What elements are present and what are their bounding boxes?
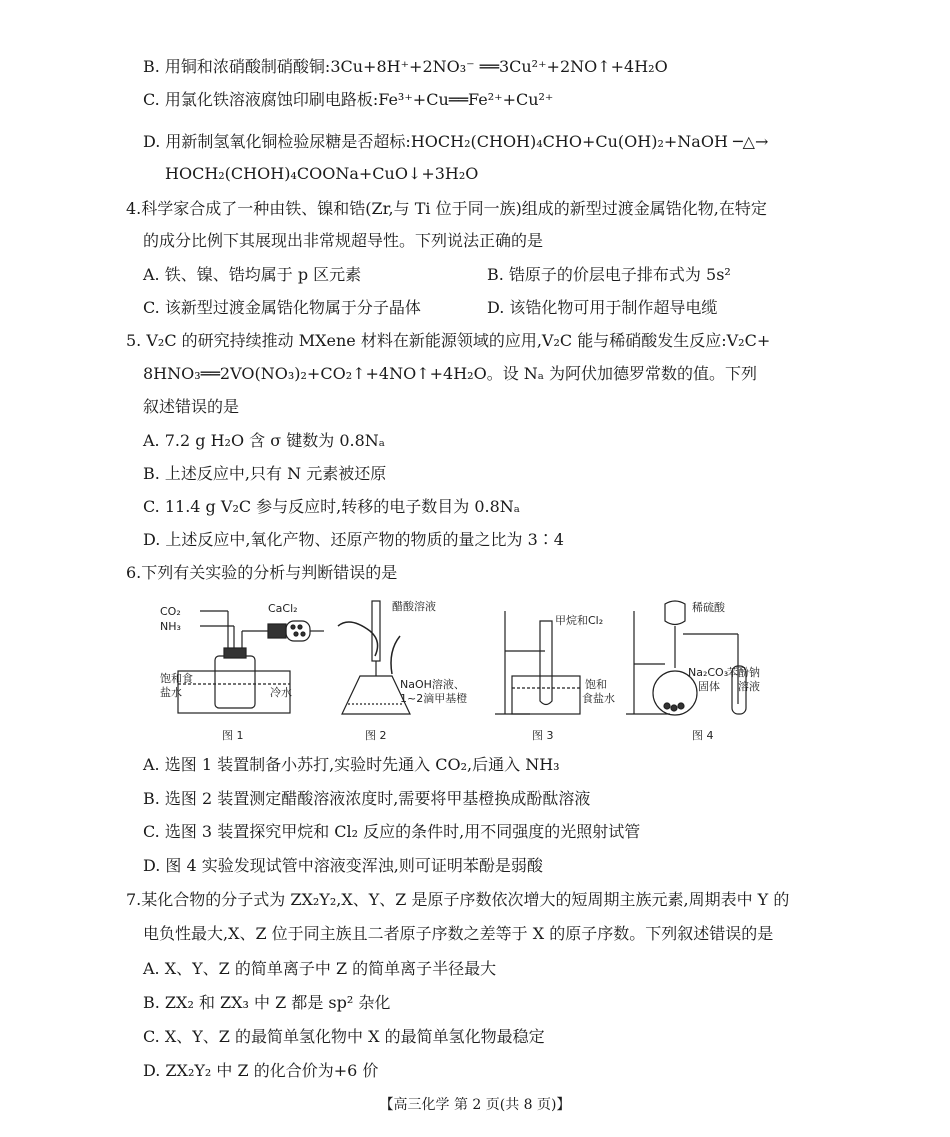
fig4-phenolate-label: 苯酚钠 <box>727 666 760 679</box>
q7-option-c: C. X、Y、Z 的最简单氢化物中 X 的最简单氢化物最稳定 <box>143 1027 545 1046</box>
q7-stem: 7.某化合物的分子式为 ZX₂Y₂,X、Y、Z 是原子序数依次增大的短周期主族元素,周期表中 Y 的 <box>126 890 790 909</box>
fig4-solid-label: 固体 <box>698 680 720 693</box>
q5-stem: 5. V₂C 的研究持续推动 MXene 材料在新能源领域的应用,V₂C 能与稀硝酸发生反应:V₂C+ <box>126 331 771 350</box>
fig1-cacl2-label: CaCl₂ <box>268 602 298 615</box>
fig3-gas-label: 甲烷和Cl₂ <box>555 614 604 627</box>
q3-option-b: B. 用铜和浓硝酸制硝酸铜:3Cu+8H⁺+2NO₃⁻ ══3Cu²⁺+2NO↑+4H₂O <box>143 57 668 76</box>
q4-option-d: D. 该锆化物可用于制作超导电缆 <box>487 298 718 317</box>
fig4-na2co3-label: Na₂CO₃ <box>688 666 729 679</box>
fig2-indicator-label: 1~2滴甲基橙 <box>400 692 468 705</box>
q7-option-b: B. ZX₂ 和 ZX₃ 中 Z 都是 sp² 杂化 <box>143 993 391 1012</box>
fig2-acid-label: 醋酸溶液 <box>392 600 436 613</box>
q7-option-d: D. ZX₂Y₂ 中 Z 的化合价为+6 价 <box>143 1061 379 1080</box>
q7-stem-cont: 电负性最大,X、Z 位于同主族且二者原子序数之差等于 X 的原子序数。下列叙述错误的是 <box>143 924 774 943</box>
fig1-co2-label: CO₂ <box>160 605 181 618</box>
fig1-caption: 图 1 <box>222 729 244 742</box>
fig2-caption: 图 2 <box>365 729 387 742</box>
q4-option-c: C. 该新型过渡金属锆化物属于分子晶体 <box>143 298 421 317</box>
page-footer: 【高三化学 第 2 页(共 8 页)】 <box>379 1097 571 1113</box>
fig3-caption: 图 3 <box>532 729 554 742</box>
fig1-nh3-label: NH₃ <box>160 620 181 633</box>
fig3-brine-label-2: 食盐水 <box>582 692 615 705</box>
fig3-brine-label: 饱和 <box>585 678 607 691</box>
q5-option-b: B. 上述反应中,只有 N 元素被还原 <box>143 464 387 483</box>
q3-option-c: C. 用氯化铁溶液腐蚀印刷电路板:Fe³⁺+Cu══Fe²⁺+Cu²⁺ <box>143 90 554 109</box>
q6-option-b: B. 选图 2 装置测定醋酸溶液浓度时,需要将甲基橙换成酚酞溶液 <box>143 789 591 808</box>
q4-stem-cont: 的成分比例下其展现出非常规超导性。下列说法正确的是 <box>143 231 544 250</box>
fig4-caption: 图 4 <box>692 729 714 742</box>
q5-option-a: A. 7.2 g H₂O 含 σ 键数为 0.8Nₐ <box>143 431 385 450</box>
q7-option-a: A. X、Y、Z 的简单离子中 Z 的简单离子半径最大 <box>143 959 497 978</box>
fig1-water-label: 冷水 <box>270 686 292 699</box>
q6-option-c: C. 选图 3 装置探究甲烷和 Cl₂ 反应的条件时,用不同强度的光照射试管 <box>143 822 641 841</box>
fig1-brine-label: 饱和食 <box>160 672 193 685</box>
q5-option-d: D. 上述反应中,氧化产物、还原产物的物质的量之比为 3∶4 <box>143 530 564 549</box>
q4-option-b: B. 锆原子的价层电子排布式为 5s² <box>487 265 731 284</box>
q3-option-d-cont: HOCH₂(CHOH)₄COONa+CuO↓+3H₂O <box>165 164 479 183</box>
q6-stem: 6.下列有关实验的分析与判断错误的是 <box>126 563 398 582</box>
figure-1-apparatus <box>178 611 324 713</box>
q5-stem-cont: 8HNO₃══2VO(NO₃)₂+CO₂↑+4NO↑+4H₂O。设 Nₐ 为阿伏加德罗常数的值。下列 <box>143 364 758 383</box>
q5-stem-cont2: 叙述错误的是 <box>143 397 240 416</box>
q5-option-c: C. 11.4 g V₂C 参与反应时,转移的电子数目为 0.8Nₐ <box>143 497 520 516</box>
fig4-phenolate-label-2: 溶液 <box>738 680 760 693</box>
experiment-figures <box>160 596 760 746</box>
fig4-acid-label: 稀硫酸 <box>692 601 725 614</box>
q6-option-a: A. 选图 1 装置制备小苏打,实验时先通入 CO₂,后通入 NH₃ <box>143 755 560 774</box>
q4-stem: 4.科学家合成了一种由铁、镍和锆(Zr,与 Ti 位于同一族)组成的新型过渡金属锆化物,在特定 <box>126 199 767 218</box>
q6-option-d: D. 图 4 实验发现试管中溶液变浑浊,则可证明苯酚是弱酸 <box>143 856 543 875</box>
fig1-brine-label-2: 盐水 <box>160 686 182 699</box>
figure-4-apparatus <box>626 601 746 715</box>
q4-option-a: A. 铁、镍、锆均属于 p 区元素 <box>143 265 362 284</box>
q3-option-d: D. 用新制氢氧化铜检验尿糖是否超标:HOCH₂(CHOH)₄CHO+Cu(OH)₂+NaOH ─△→ <box>143 132 769 151</box>
fig2-naoh-label: NaOH溶液、 <box>400 678 465 691</box>
